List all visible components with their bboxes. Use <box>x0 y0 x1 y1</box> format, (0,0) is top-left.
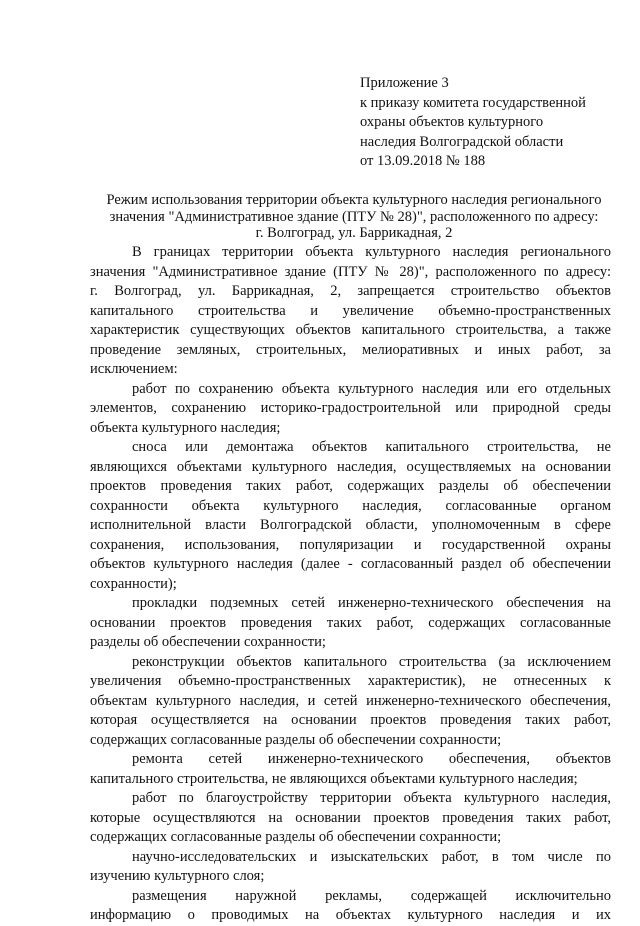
body-line: исполнительной власти Волгоградской области, уполномоченным в сфере <box>90 517 611 533</box>
body-line: увеличения объемно-пространственных характеристик), не отнесенных к <box>90 673 611 689</box>
document-body <box>90 243 611 926</box>
body-line: элементов, сохранению историко-градостроительной или природной среды <box>90 400 611 416</box>
body-line: содержащих согласованные разделы об обеспечении сохранности; <box>90 829 502 845</box>
body-line: которые осуществляются на основании проектов проведения таких работ, <box>90 809 611 826</box>
body-line: объектов культурного наследия (далее - согласованный раздел об обеспечении <box>90 556 611 572</box>
body-line: научно-исследовательских и изыскательских работ, в том числе по <box>132 848 611 865</box>
body-line: основании проектов проведения таких работ, содержащих согласованные <box>90 614 611 631</box>
body-line: В границах территории объекта культурного наследия регионального <box>132 244 611 260</box>
body-line: сохранности); <box>90 575 177 592</box>
title-line: значения "Административное здание (ПТУ № 28)", расположенного по адресу: <box>109 208 599 225</box>
body-line: работ по благоустройству территории объекта культурного наследия, <box>132 790 611 806</box>
body-line: информацию о проводимых на объектах культурного наследия и их <box>90 907 611 923</box>
body-line: реконструкции объектов капитального строительства (за исключением <box>132 653 611 670</box>
body-line: ремонта сетей инженерно-технического обеспечения, объектов <box>132 751 611 767</box>
body-line: сохранения, использования, популяризации и государственной охраны <box>90 536 611 553</box>
body-line: размещения наружной рекламы, содержащей исключительно <box>132 887 611 904</box>
body-line: объекта культурного наследия; <box>90 419 281 436</box>
body-line: проектов проведения таких работ, содержащих разделы об обеспечении <box>90 478 611 494</box>
body-line: исключением: <box>90 361 178 377</box>
appendix-header <box>360 74 620 172</box>
appendix-line: к приказу комитета государственной <box>360 94 586 111</box>
body-line: которая осуществляется на основании проектов проведения таких работ, <box>90 712 611 728</box>
appendix-line: наследия Волгоградской области <box>360 133 564 150</box>
body-line: капитального строительства, не являющихся объектами культурного наследия; <box>90 770 578 787</box>
body-line: работ по сохранению объекта культурного наследия или его отдельных <box>132 380 611 397</box>
appendix-line: от 13.09.2018 № 188 <box>360 153 486 169</box>
body-line: изучению культурного слоя; <box>90 868 265 884</box>
body-line: разделы об обеспечении сохранности; <box>90 634 326 650</box>
body-line: содержащих согласованные разделы об обеспечении сохранности; <box>90 731 502 748</box>
body-line: прокладки подземных сетей инженерно-технического обеспечения на <box>132 595 611 611</box>
body-line: характеристик существующих объектов капитального строительства, а также <box>90 322 611 338</box>
appendix-line: охраны объектов культурного <box>360 114 544 130</box>
body-line: сохранности объекта культурного наследия, согласованные органом <box>90 497 611 514</box>
body-line: капитального строительства и увеличение объемно-пространственных <box>90 302 611 319</box>
body-line: г. Волгоград, ул. Баррикадная, 2, запрещается строительство объектов <box>90 283 611 299</box>
body-line: проведение земляных, строительных, мелиоративных и иных работ, за <box>90 341 611 358</box>
body-line: значения "Административное здание (ПТУ № 28)", расположенного по адресу: <box>90 263 611 280</box>
title-line: Режим использования территории объекта культурного наследия регионального <box>106 192 602 208</box>
body-line: объектам культурного наследия, и сетей инженерно-технического обеспечения, <box>90 692 611 709</box>
document-title <box>84 192 624 242</box>
body-line: сноса или демонтажа объектов капитального строительства, не <box>132 439 611 455</box>
appendix-line: Приложение 3 <box>360 75 449 91</box>
body-line: являющихся объектами культурного наследия, осуществляемых на основании <box>90 458 611 475</box>
title-line: г. Волгоград, ул. Баррикадная, 2 <box>255 225 453 241</box>
